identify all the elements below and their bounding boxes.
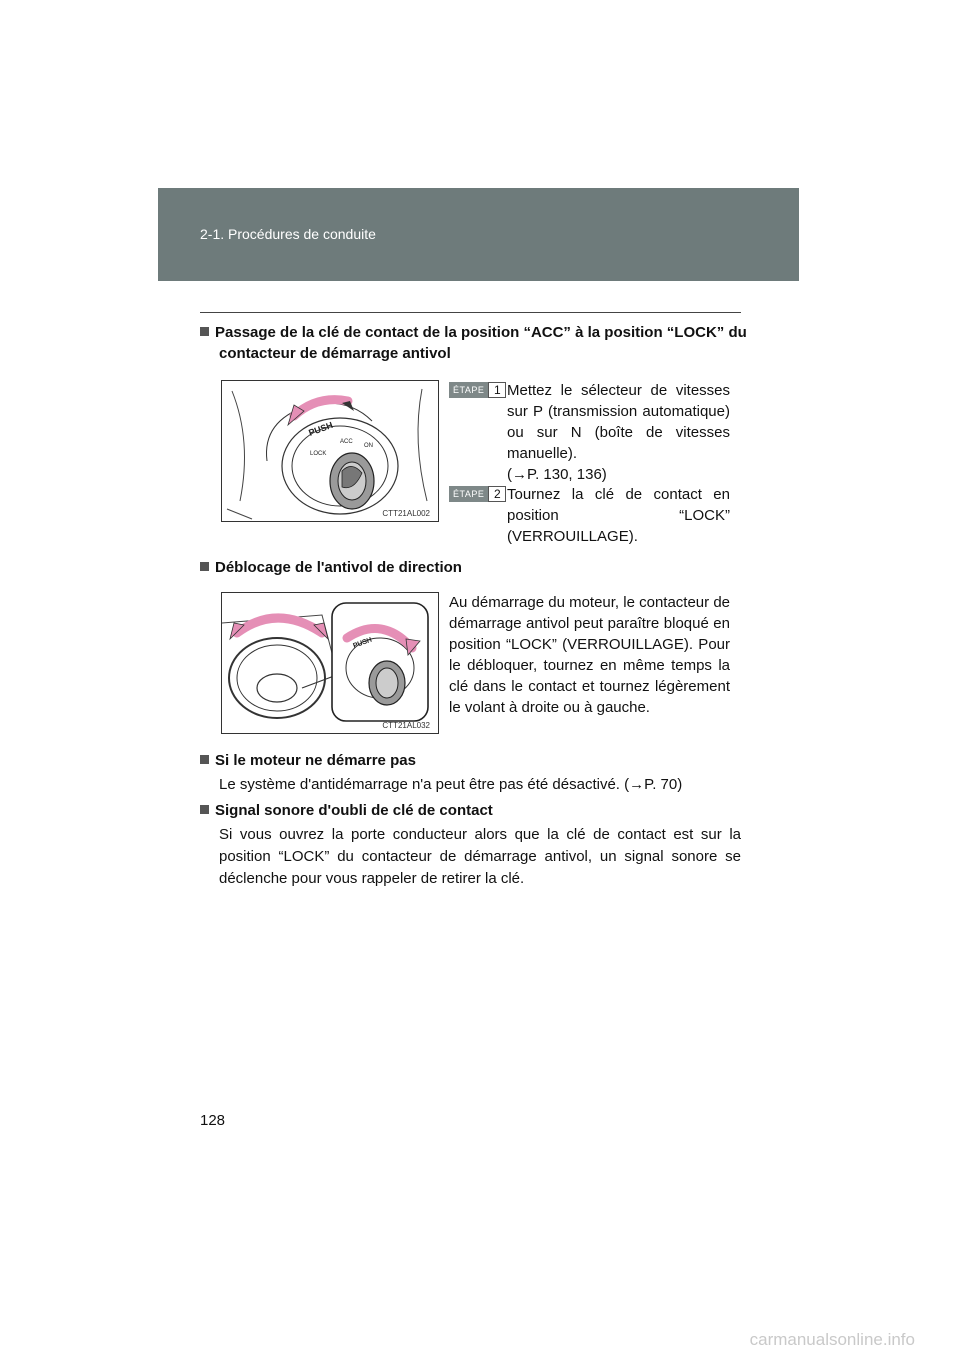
section1-title: Passage de la clé de contact de la position “ACC” à la position “LOCK” du contacteur de démarrage antivol <box>200 322 760 364</box>
figure-steering-lock <box>221 592 439 734</box>
chapter-header <box>158 188 799 281</box>
section3-title: Si le moteur ne démarre pas <box>200 750 416 771</box>
section3-text: Le système d'antidémarrage n'a peut être pas été désactivé. (→P. 70) <box>219 776 683 793</box>
figure-ignition-key <box>221 380 439 522</box>
lock-label: LOCK <box>310 451 327 457</box>
figure-code: CTT21AL032 <box>382 721 430 730</box>
page-number: 128 <box>200 1112 226 1129</box>
ignition-key-illustration <box>222 381 438 521</box>
chapter-title: 2-1. Procédures de conduite <box>200 226 376 242</box>
section2-text: Au démarrage du moteur, le contacteur de démarrage antivol peut paraître bloqué en position “LOCK” (VERROUILLAGE). Pour le débloquer, tournez en même temps la clé dans le contact et tournez légèrement le volant à droite ou à gauche. <box>449 594 731 716</box>
section4-text: Si vous ouvrez la porte conducteur alors que la clé de contact est sur la position “LOCK” du contacteur de démarrage antivol, un signal sonore se déclenche pour vous rappeler de retirer la clé. <box>219 826 741 887</box>
step-1-text: Mettez le sélecteur de vitesses sur P (transmission automatique) ou sur N (boîte de vitesses manuelle). (→P. 130, 136) <box>507 382 730 483</box>
acc-label: ACC <box>340 439 353 445</box>
square-bullet-icon <box>200 805 209 814</box>
push-label: PUSH <box>352 636 373 650</box>
step-1-badge: ÉTAPE 1 <box>449 382 506 398</box>
step-2-badge: ÉTAPE 2 <box>449 486 506 502</box>
figure-code: CTT21AL002 <box>382 509 430 518</box>
square-bullet-icon <box>200 562 209 571</box>
square-bullet-icon <box>200 327 209 336</box>
steering-wheel-illustration <box>222 593 438 733</box>
on-label: ON <box>364 443 373 449</box>
section2-title: Déblocage de l'antivol de direction <box>200 557 462 578</box>
push-label: PUSH <box>307 419 335 438</box>
square-bullet-icon <box>200 755 209 764</box>
step-2-text: Tournez la clé de contact en position “LOCK” (VERROUILLAGE). <box>507 486 730 545</box>
section4-title: Signal sonore d'oubli de clé de contact <box>200 800 493 821</box>
section-divider <box>200 312 741 313</box>
watermark-link[interactable]: carmanualsonline.info <box>749 1330 915 1349</box>
